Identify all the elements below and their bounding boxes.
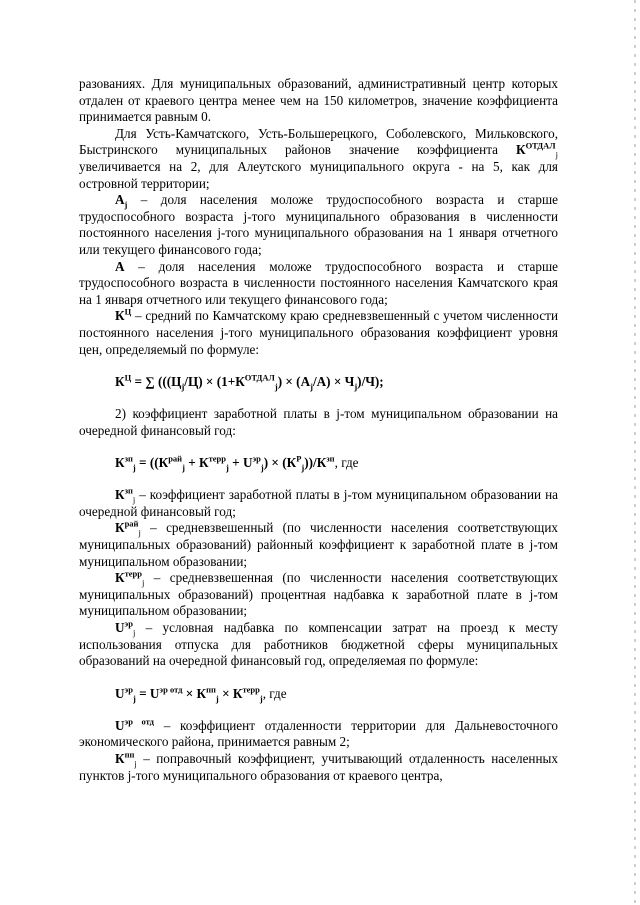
definition-text: – средний по Камчатскому краю средневзвешенный с учетом численности постоянного населения j-того муниципального образования коэффициент уровня цен, определяемый по формуле: <box>79 308 558 357</box>
definition-krai: $К^{рай}_j$ – средневзвешенный (по численности населения соответствующих муниципальных образований) районный коэффициент к заработной плате в j-том муниципальном образовании; <box>79 519 558 569</box>
symbol-a: А <box>115 258 125 274</box>
symbol-uer-otd: $U^{эр отд}$ <box>115 716 154 733</box>
definition-text: – средневзвешенный (по численности населения соответствующих муниципальных образований) районный коэффициент к заработной плате в j-том муниципальном образовании; <box>79 520 558 569</box>
subscript-j: j <box>555 150 559 161</box>
definition-text: – условная надбавка по компенсации затрат на проезд к месту использования отпуска для работников бюджетной сферы муниципальных образований на очередной финансовый год, определяемая по формуле: <box>79 620 558 669</box>
formula-kzp: $К^{зп}_j = ((К^{рай}_j + К^{терр}_j + U^{эр}_j) \times (К^Р_j))/К^{зп}$, где <box>115 453 359 473</box>
definition-text: – коэффициент отдаленности территории для Дальневосточного экономического района, принимается равным 2; <box>79 717 559 750</box>
symbol-kterr: $К^{терр}$ <box>115 568 142 586</box>
symbol-uer: $U^{эр}$ <box>115 618 133 636</box>
definition-text: – доля населения моложе трудоспособного возраста и старше трудоспособного возраста в численности постоянного населения Камчатского края на 1 января отчетного или текущего финансового года; <box>79 258 558 307</box>
symbol-k-otdal: $К^{ОТДАЛ}$ <box>516 140 556 158</box>
symbol-kpp: $К^{пп}$ <box>115 749 135 766</box>
symbol-krai: $К^{рай}$ <box>115 519 139 536</box>
paragraph-text: 2) коэффициент заработной платы в j-том муниципальном образовании на очередной финансовый год: <box>79 406 558 438</box>
paragraph-districts <box>79 126 558 192</box>
definition-aj <box>79 192 558 258</box>
definition-kc <box>79 308 558 358</box>
definition-text: – коэффициент заработной платы в j-том муниципальном образовании на очередной финансовый год; <box>79 487 558 519</box>
formula-kc: $К^Ц$ = ∑ $(((Ц_j/Ц) \times (1+К^{ОТДАЛ}_j) \times (A_j/A) \times Ч_j)/Ч)$; <box>115 372 384 392</box>
symbol-kzp: $К^{зп}$ <box>115 485 133 503</box>
paragraph-text: Для Усть-Камчатского, Усть-Большерецкого, Соболевского, Мильковского, Быстринского муниципальных районов значение коэффициента <box>79 125 558 158</box>
definition-uer-otd <box>79 718 558 751</box>
definition-text: – средневзвешенная (по численности населения соответствующих муниципальных образований) процентная надбавка к заработной плате в j-том муниципальном образовании; <box>79 570 558 619</box>
formula-uer: $U^{эр}_j = U^{эр отд} \times К^{пп}_j \times К^{терр}_j$, где <box>115 684 287 704</box>
scan-edge-marks <box>634 0 636 905</box>
definition-a <box>79 259 558 309</box>
document-body <box>79 76 558 784</box>
symbol-aj: $A_j$ <box>115 192 128 210</box>
paragraph-text: разованиях. Для муниципальных образований, административный центр которых отдален от краевого центра менее чем на 150 километров, значение коэффициента принимается равным 0. <box>79 76 558 125</box>
definition-kterr: $К^{терр}_j$ – средневзвешенная (по численности населения соответствующих муниципальных образований) процентная надбавка к заработной плате в j-том муниципальном образовании; <box>79 568 558 619</box>
symbol-kc: $К^Ц$ <box>115 306 132 324</box>
definition-text: – доля населения моложе трудоспособного возраста и старше трудоспособного возраста j-того муниципального образования в численности постоянного населения j-того муниципального образования на 1 января отчетного или текущего финансового года; <box>79 192 558 257</box>
definition-uer: $U^{эр}_j$ – условная надбавка по компенсации затрат на проезд к месту использования отпуска для работников бюджетной сферы муниципальных образований на очередной финансовый год, определяемая по формуле: <box>79 618 558 669</box>
paragraph-item-2 <box>79 406 558 439</box>
definition-kpp: $К^{пп}_j$ – поправочный коэффициент, учитывающий отдаленность населенных пунктов j-того муниципального образования от краевого центра, <box>79 749 558 783</box>
paragraph-continuation <box>79 76 558 126</box>
paragraph-text: увеличивается на 2, для Алеутского муниципального округа - на 5, как для островной территории; <box>79 158 558 191</box>
definition-kzp: $К^{зп}_j$ – коэффициент заработной платы в j-том муниципальном образовании на очередной финансовый год; <box>79 485 558 519</box>
definition-text: – поправочный коэффициент, учитывающий отдаленность населенных пунктов j-того муниципального образования от краевого центра, <box>79 751 558 783</box>
